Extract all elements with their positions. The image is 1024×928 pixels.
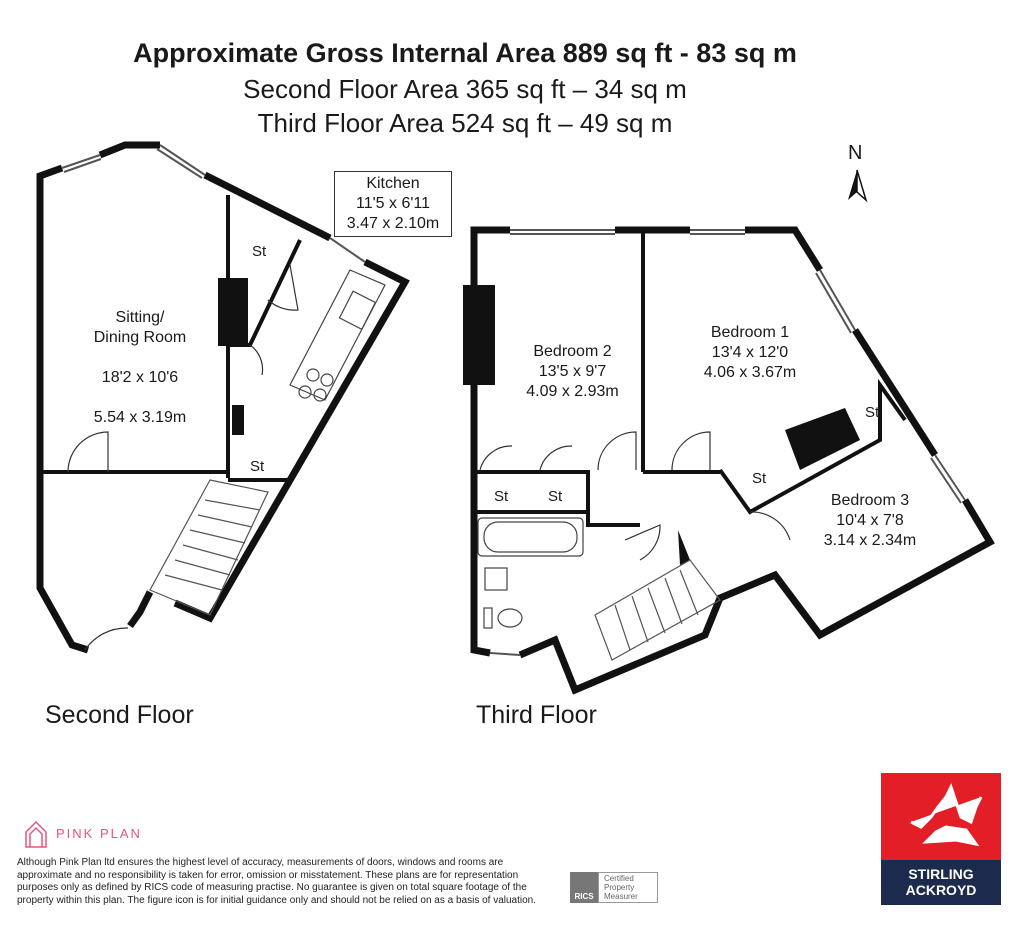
agent-logo-line: ACKROYD [905, 882, 977, 898]
room-metric: 3.14 x 2.34m [823, 532, 917, 549]
pink-plan-brand: PINK PLAN [56, 826, 142, 841]
room-imperial: 18'2 x 10'6 [101, 369, 179, 386]
chimney-breast [218, 278, 248, 346]
room-bedroom-2 [500, 342, 645, 402]
room-imperial: 13'4 x 12'0 [711, 344, 789, 361]
agent-logo-line: STIRLING [908, 866, 974, 882]
compass-north-label: N [848, 142, 863, 164]
room-bedroom-1 [680, 323, 820, 383]
room-name: Kitchen [366, 175, 420, 192]
room-name: Sitting/ Dining Room [93, 309, 187, 346]
room-kitchen [334, 171, 452, 237]
rics-mark: RICS [570, 872, 598, 903]
room-bedroom-3 [800, 491, 940, 551]
pink-plan-logo-icon [24, 820, 48, 848]
stirling-ackroyd-logo [881, 773, 1001, 905]
room-imperial: 10'4 x 7'8 [836, 512, 904, 529]
second-floor-windows [62, 145, 365, 262]
store-label: St [752, 470, 767, 487]
store-label: St [252, 243, 267, 260]
rics-badge [570, 872, 658, 903]
rics-line: Property [604, 883, 635, 892]
room-name: Bedroom 2 [533, 343, 612, 360]
store-label: St [865, 404, 880, 421]
store-label: St [250, 458, 265, 475]
room-metric: 5.54 x 3.19m [93, 409, 187, 426]
third-floor-doors [480, 432, 790, 560]
third-floor-chimney [463, 285, 495, 385]
rics-line: Certified [604, 874, 634, 883]
bathroom-fittings [478, 518, 583, 628]
third-floor-walls [474, 230, 990, 690]
room-sitting-dining [60, 288, 220, 448]
compass [848, 170, 866, 200]
room-name: Bedroom 3 [830, 492, 910, 509]
second-floor-title: Second Floor [45, 701, 194, 729]
disclaimer-text: Although Pink Plan ltd ensures the highest level of accuracy, measurements of doors, windows and rooms are approximate and no responsibility is taken for error, omission or misstatement. These plans are for representation purposes only as defined by RICS code of measuring practise. No guarantee is given on total square footage of the property within this plan. The figure icon is for initial guidance only and should not be relied on as a basis of valuation. [17, 857, 537, 906]
store-label: St [494, 488, 509, 505]
second-floor-area: Second Floor Area 365 sq ft – 34 sq m [243, 74, 687, 104]
gross-area-title: Approximate Gross Internal Area 889 sq ft - 83 sq m [133, 38, 797, 68]
rics-line: Measurer [604, 892, 638, 901]
room-metric: 3.47 x 2.10m [346, 215, 440, 232]
room-metric: 4.09 x 2.93m [526, 383, 619, 400]
room-name: Bedroom 1 [710, 324, 790, 341]
room-imperial: 11'5 x 6'11 [355, 195, 430, 212]
room-metric: 4.06 x 3.67m [703, 364, 797, 381]
third-floor-area: Third Floor Area 524 sq ft – 49 sq m [257, 108, 673, 138]
third-floor-stairs [595, 560, 720, 660]
store-label: St [548, 488, 563, 505]
room-imperial: 13'5 x 9'7 [538, 363, 607, 380]
griffin-icon [896, 782, 986, 852]
third-floor-title: Third Floor [476, 701, 597, 729]
